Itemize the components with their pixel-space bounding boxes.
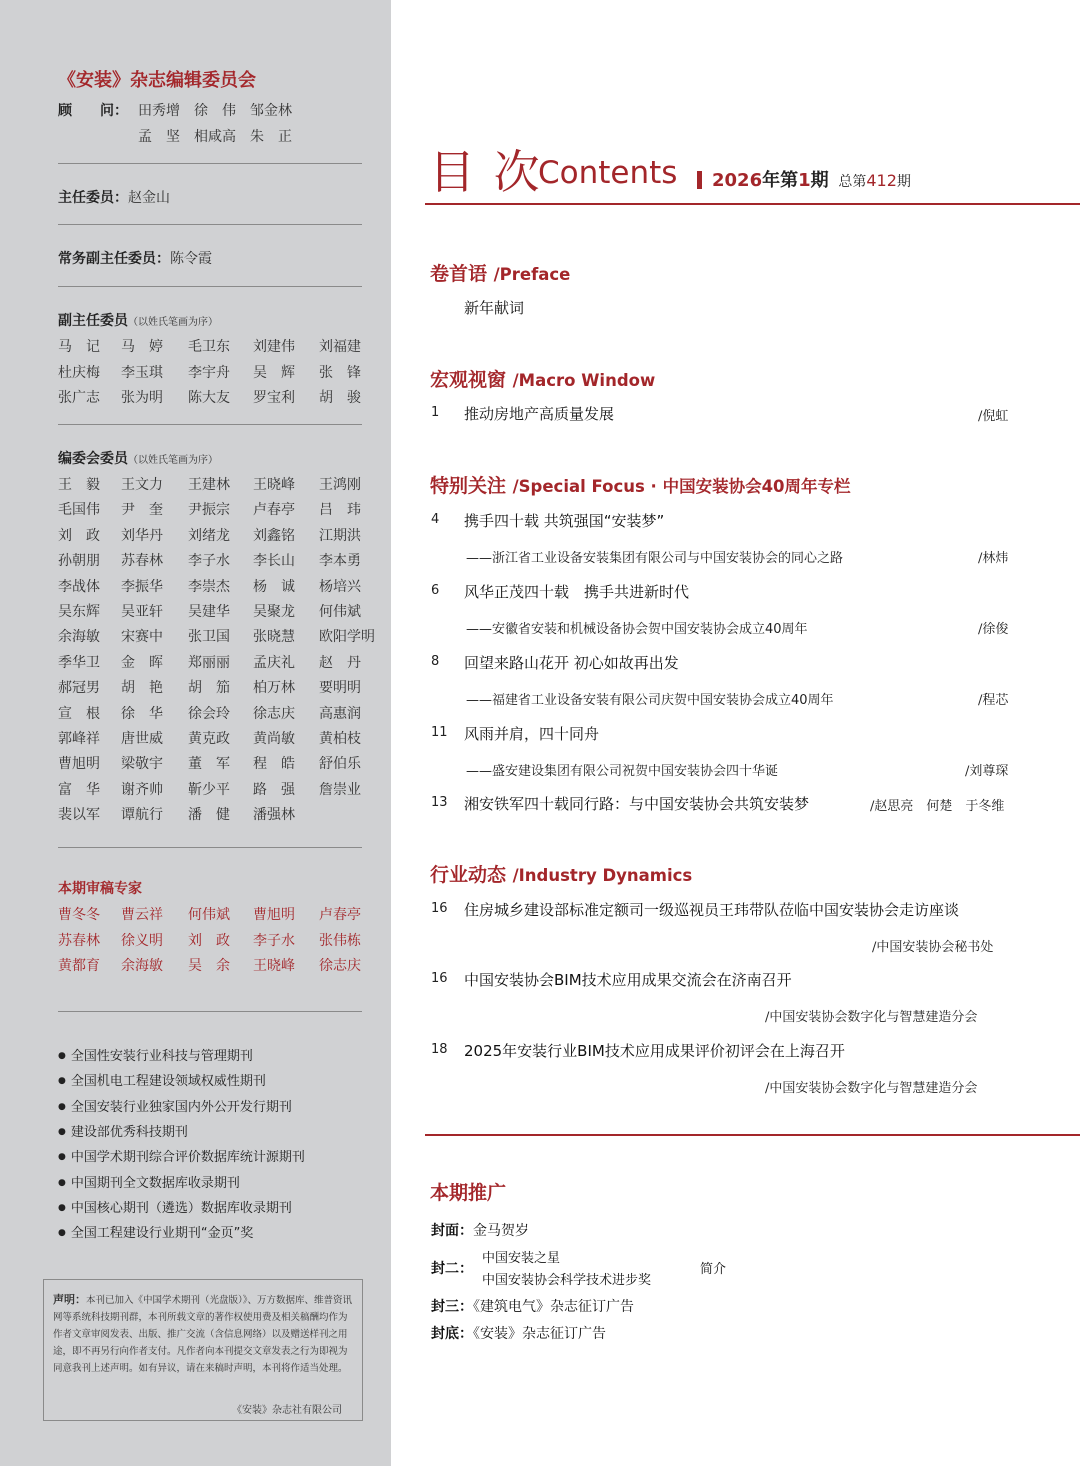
section-macro bbox=[430, 365, 655, 392]
committee-title: 《安装》杂志编辑委员会 bbox=[58, 70, 256, 91]
reviewer-name: 苏春林 bbox=[58, 932, 100, 949]
divider bbox=[58, 286, 362, 287]
reviewer-name: 曹云祥 bbox=[121, 907, 163, 923]
divider bbox=[58, 163, 362, 164]
toc-entry-author: /倪虹 bbox=[978, 409, 1009, 424]
promo-cover2-suffix: 简介 bbox=[700, 1262, 727, 1277]
advisor-label: 顾 问： bbox=[58, 103, 128, 119]
reviewer-name: 李子水 bbox=[253, 932, 295, 949]
toc-entry-page: 11 bbox=[431, 725, 448, 740]
member-name: 舒伯乐 bbox=[319, 756, 361, 773]
director-label: 主任委员： bbox=[58, 190, 128, 206]
members-label: 编委会委员 bbox=[58, 451, 128, 467]
member-name: 毛国伟 bbox=[58, 502, 100, 519]
deputy-name: 马 记 bbox=[58, 339, 100, 355]
promo-label: 封三： bbox=[431, 1299, 473, 1315]
honor-item: ● 中国学术期刊综合评价数据库统计源期刊 bbox=[58, 1146, 305, 1165]
promo-rule bbox=[425, 1134, 1080, 1136]
deputies-heading bbox=[58, 310, 218, 330]
divider bbox=[58, 847, 362, 848]
divider bbox=[58, 424, 362, 425]
notice-text bbox=[53, 1291, 355, 1377]
deputy-name: 李宇舟 bbox=[188, 364, 230, 381]
member-name: 胡 笳 bbox=[188, 680, 230, 697]
reviewer-name: 张伟栋 bbox=[319, 932, 361, 949]
member-name: 詹崇业 bbox=[319, 781, 361, 798]
member-name: 江期洪 bbox=[319, 527, 361, 544]
member-name: 高惠润 bbox=[319, 705, 361, 722]
member-name: 宋赛中 bbox=[121, 629, 163, 646]
toc-entry-page: 13 bbox=[431, 795, 448, 810]
toc-entry-author: /刘尊琛 bbox=[965, 764, 1009, 779]
toc-entry-title[interactable]: 新年献词 bbox=[464, 299, 525, 317]
toc-entry-title[interactable]: 中国安装协会BIM技术应用成果交流会在济南召开 bbox=[464, 971, 792, 989]
section-cn: 宏观视窗 bbox=[430, 369, 507, 391]
reviewer-name: 王晓峰 bbox=[253, 958, 295, 974]
section-preface bbox=[430, 259, 570, 286]
reviewer-name: 余海敏 bbox=[121, 958, 163, 974]
toc-entry-title[interactable]: 2025年安装行业BIM技术应用成果评价初评会在上海召开 bbox=[464, 1042, 845, 1060]
member-name: 胡 艳 bbox=[121, 680, 163, 697]
member-name: 卢春亭 bbox=[253, 502, 295, 519]
toc-entry-title[interactable]: 住房城乡建设部标准定额司一级巡视员王玮带队莅临中国安装协会走访座谈 bbox=[464, 901, 960, 919]
member-name: 李振华 bbox=[121, 578, 163, 595]
section-en: /Preface bbox=[493, 265, 571, 284]
honor-item: ● 全国性安装行业科技与管理期刊 bbox=[58, 1045, 253, 1064]
promo-title: 本期推广 bbox=[430, 1182, 507, 1204]
member-name: 苏春林 bbox=[121, 553, 163, 570]
deputy-name: 马 婷 bbox=[121, 339, 163, 355]
member-name: 董 军 bbox=[188, 756, 230, 773]
toc-entry-subtitle: ——浙江省工业设备安装集团有限公司与中国安装协会的同心之路 bbox=[466, 551, 844, 566]
member-name: 裴以军 bbox=[58, 807, 100, 824]
toc-entry-page: 4 bbox=[431, 512, 440, 527]
member-name: 何伟斌 bbox=[319, 604, 361, 620]
deputy-name: 刘福建 bbox=[319, 339, 361, 355]
director-line bbox=[58, 187, 170, 207]
member-name: 尹振宗 bbox=[188, 502, 230, 519]
member-name: 刘鑫铭 bbox=[253, 527, 295, 544]
toc-entry-page: 18 bbox=[431, 1042, 448, 1057]
member-name: 路 强 bbox=[253, 781, 295, 798]
promo-value: 《安装》杂志征订广告 bbox=[473, 1326, 606, 1342]
toc-entry-author: /中国安装协会秘书处 bbox=[872, 940, 994, 955]
section-special bbox=[430, 471, 851, 498]
member-name: 要明明 bbox=[319, 680, 361, 697]
toc-entry-author: /赵思亮 何楚 于冬维 bbox=[870, 799, 1005, 814]
member-name: 徐会玲 bbox=[188, 705, 230, 722]
issue-info bbox=[712, 166, 911, 192]
order-note: （以姓氏笔画为序） bbox=[128, 317, 218, 328]
notice-signature: 《安装》杂志社有限公司 bbox=[232, 1405, 342, 1416]
reviewer-name: 吴 余 bbox=[188, 958, 230, 974]
member-name: 潘强林 bbox=[253, 807, 295, 824]
promo-label: 封底： bbox=[431, 1326, 473, 1342]
toc-entry-subtitle: ——安徽省安装和机械设备协会贺中国安装协会成立40周年 bbox=[466, 622, 808, 637]
deputy-name: 毛卫东 bbox=[188, 339, 230, 355]
honor-item: ● 中国期刊全文数据库收录期刊 bbox=[58, 1172, 240, 1191]
exec-deputy-line bbox=[58, 248, 212, 268]
member-name: 张卫国 bbox=[188, 629, 230, 646]
member-name: 杨培兴 bbox=[319, 578, 361, 595]
member-name: 李长山 bbox=[253, 553, 295, 570]
member-name: 靳少平 bbox=[188, 781, 230, 798]
notice-label: 声明： bbox=[53, 1293, 86, 1306]
divider bbox=[58, 1011, 362, 1012]
member-name: 郑丽丽 bbox=[188, 654, 230, 671]
exec-deputy-label: 常务副主任委员： bbox=[58, 251, 170, 267]
member-name: 宣 根 bbox=[58, 705, 100, 722]
section-en: /Special Focus · 中国安装协会40周年专栏 bbox=[512, 477, 851, 496]
honor-item: ● 建设部优秀科技期刊 bbox=[58, 1121, 188, 1140]
reviewer-name: 黄都育 bbox=[58, 958, 100, 974]
section-cn: 特别关注 bbox=[430, 475, 507, 497]
member-name: 郭峰祥 bbox=[58, 731, 100, 747]
deputy-name: 陈大友 bbox=[188, 390, 230, 406]
toc-entry-title[interactable]: 风华正茂四十载 携手共进新时代 bbox=[464, 583, 690, 601]
toc-entry-subtitle: ——盛安建设集团有限公司祝贺中国安装协会四十华诞 bbox=[466, 764, 779, 779]
honor-item: ● 全国工程建设行业期刊“金页”奖 bbox=[58, 1222, 253, 1241]
issue-end: 期 bbox=[810, 170, 829, 191]
members-heading bbox=[58, 448, 218, 468]
deputy-name: 张为明 bbox=[121, 390, 163, 406]
promo-cover2-line1: 中国安装之星 bbox=[482, 1251, 561, 1266]
deputy-name: 刘建伟 bbox=[253, 339, 295, 355]
reviewer-name: 曹冬冬 bbox=[58, 907, 100, 923]
member-name: 曹旭明 bbox=[58, 756, 100, 773]
member-name: 吴聚龙 bbox=[253, 604, 295, 620]
toc-entry-title[interactable]: 风雨并肩，四十同舟 bbox=[464, 725, 600, 743]
member-name: 尹 奎 bbox=[121, 502, 163, 519]
toc-entry-title[interactable]: 携手四十载 共筑强国“安装梦” bbox=[464, 512, 665, 530]
section-en: /Macro Window bbox=[512, 371, 656, 390]
reviewer-name: 卢春亭 bbox=[319, 907, 361, 923]
section-cn: 卷首语 bbox=[430, 263, 488, 285]
member-name: 刘绪龙 bbox=[188, 527, 230, 544]
member-name: 杨 诚 bbox=[253, 578, 295, 595]
member-name: 柏万林 bbox=[253, 680, 295, 697]
deputy-name: 胡 骏 bbox=[319, 390, 361, 406]
issue-year: 2026 bbox=[712, 170, 763, 191]
toc-entry-page: 16 bbox=[431, 901, 448, 916]
member-name: 金 晖 bbox=[121, 654, 163, 671]
reviewer-name: 徐志庆 bbox=[319, 958, 361, 974]
promo-cover3 bbox=[431, 1296, 634, 1316]
promo-cover2-label bbox=[431, 1258, 473, 1278]
promo-value: 金马贺岁 bbox=[473, 1223, 529, 1239]
toc-entry-page: 1 bbox=[431, 405, 440, 420]
promo-value: 《建筑电气》杂志征订广告 bbox=[473, 1299, 634, 1315]
promo-label: 封面： bbox=[431, 1223, 473, 1239]
member-name: 欧阳学明 bbox=[319, 629, 375, 646]
section-en: /Industry Dynamics bbox=[512, 866, 693, 885]
member-name: 唐世威 bbox=[121, 731, 163, 747]
member-name: 黄柏枝 bbox=[319, 731, 361, 747]
toc-entry-author: /程芯 bbox=[978, 693, 1009, 708]
title-cn: 目 次 bbox=[429, 145, 542, 199]
member-name: 王建林 bbox=[188, 477, 230, 493]
deputy-name: 张广志 bbox=[58, 390, 100, 406]
toc-entry-subtitle: ——福建省工业设备安装有限公司庆贺中国安装协会成立40周年 bbox=[466, 693, 834, 708]
header-rule bbox=[425, 203, 1080, 205]
member-name: 徐 华 bbox=[121, 705, 163, 722]
issue-no: 1 bbox=[798, 170, 811, 191]
member-name: 王 毅 bbox=[58, 477, 100, 493]
exec-deputy-name: 陈令霞 bbox=[170, 251, 212, 267]
member-name: 李子水 bbox=[188, 553, 230, 570]
toc-entry-author: /徐俊 bbox=[978, 622, 1009, 637]
member-name: 郝冠男 bbox=[58, 680, 100, 697]
member-name: 王鸿刚 bbox=[319, 477, 361, 493]
toc-entry-title[interactable]: 湘安铁军四十载同行路：与中国安装协会共筑安装梦 bbox=[464, 795, 810, 813]
deputy-name: 张 锋 bbox=[319, 364, 361, 381]
member-name: 潘 健 bbox=[188, 807, 230, 824]
toc-entry-author: /林炜 bbox=[978, 551, 1009, 566]
advisors-row-2: 孟 坚 相咸高 朱 正 bbox=[138, 129, 292, 145]
toc-entry-page: 8 bbox=[431, 654, 440, 669]
toc-entry-title[interactable]: 回望来路山花开 初心如故再出发 bbox=[464, 654, 679, 672]
member-name: 黄克政 bbox=[188, 731, 230, 747]
member-name: 孙朝朋 bbox=[58, 553, 100, 570]
member-name: 王文力 bbox=[121, 477, 163, 493]
deputy-name: 罗宝利 bbox=[253, 390, 295, 406]
reviewers-label: 本期审稿专家 bbox=[58, 881, 142, 897]
honor-item: ● 全国机电工程建设领域权威性期刊 bbox=[58, 1070, 266, 1089]
toc-entry-page: 16 bbox=[431, 971, 448, 986]
divider bbox=[58, 224, 362, 225]
member-name: 赵 丹 bbox=[319, 654, 361, 671]
deputies-label: 副主任委员 bbox=[58, 313, 128, 329]
total-no: 412 bbox=[866, 171, 897, 190]
toc-entry-title[interactable]: 推动房地产高质量发展 bbox=[464, 405, 615, 423]
member-name: 吴亚轩 bbox=[121, 604, 163, 620]
toc-entry-author: /中国安装协会数字化与智慧建造分会 bbox=[765, 1081, 978, 1096]
deputy-name: 李玉琪 bbox=[121, 364, 163, 381]
member-name: 谢齐帅 bbox=[121, 781, 163, 798]
order-note: （以姓氏笔画为序） bbox=[128, 455, 218, 466]
member-name: 吴东辉 bbox=[58, 604, 100, 620]
toc-entry-page: 6 bbox=[431, 583, 440, 598]
member-name: 张晓慧 bbox=[253, 629, 295, 646]
reviewer-name: 刘 政 bbox=[188, 932, 230, 949]
member-name: 吴建华 bbox=[188, 604, 230, 620]
member-name: 谭航行 bbox=[121, 807, 163, 824]
member-name: 李战体 bbox=[58, 578, 100, 595]
notice-body: 本刊已加入《中国学术期刊（光盘版）》、万方数据库、维普资讯网等系统科技期刊群，本刊所载文章的著作权使用费及相关稿酬均作为作者文章审阅发表、出版、推广交流（含信息网络）以及赠送样刊之用途，即不再另行向作者支付。凡作者向本刊提交文章发表之行为即视为同意我刊上述声明。如有异议，请在来稿时声明，本刊将作适当处理。 bbox=[53, 1295, 353, 1374]
reviewer-name: 徐义明 bbox=[121, 932, 163, 949]
member-name: 余海敏 bbox=[58, 629, 100, 646]
section-cn: 行业动态 bbox=[430, 864, 507, 886]
member-name: 孟庆礼 bbox=[253, 654, 295, 671]
member-name: 季华卫 bbox=[58, 654, 100, 671]
member-name: 程 皓 bbox=[253, 756, 295, 773]
section-industry bbox=[430, 860, 692, 887]
total-pre: 总第 bbox=[838, 174, 867, 190]
member-name: 富 华 bbox=[58, 781, 100, 798]
promo-label: 封二： bbox=[431, 1261, 473, 1277]
member-name: 李本勇 bbox=[319, 553, 361, 570]
reviewer-name: 何伟斌 bbox=[188, 907, 230, 923]
member-name: 刘华丹 bbox=[121, 527, 163, 544]
promo-cover2-line2: 中国安装协会科学技术进步奖 bbox=[482, 1273, 652, 1288]
member-name: 徐志庆 bbox=[253, 705, 295, 722]
member-name: 李崇杰 bbox=[188, 578, 230, 595]
honor-item: ● 全国安装行业独家国内外公开发行期刊 bbox=[58, 1096, 292, 1115]
honor-item: ● 中国核心期刊（遴选）数据库收录期刊 bbox=[58, 1197, 292, 1216]
promo-back bbox=[431, 1323, 606, 1343]
toc-entry-author: /中国安装协会数字化与智慧建造分会 bbox=[765, 1010, 978, 1025]
deputy-name: 吴 辉 bbox=[253, 364, 295, 381]
issue-marker bbox=[697, 171, 702, 189]
reviewer-name: 曹旭明 bbox=[253, 907, 295, 923]
director-name: 赵金山 bbox=[128, 190, 170, 206]
total-end: 期 bbox=[896, 174, 911, 190]
member-name: 黄尚敏 bbox=[253, 731, 295, 747]
issue-mid: 年第 bbox=[762, 170, 799, 191]
member-name: 刘 政 bbox=[58, 527, 100, 544]
member-name: 王晓峰 bbox=[253, 477, 295, 493]
member-name: 吕 玮 bbox=[319, 502, 361, 519]
deputy-name: 杜庆梅 bbox=[58, 364, 100, 381]
title-en: Contents bbox=[538, 155, 678, 191]
promo-cover bbox=[431, 1220, 529, 1240]
advisors-row-1: 田秀增 徐 伟 邹金林 bbox=[138, 103, 292, 119]
member-name: 梁敬宇 bbox=[121, 756, 163, 773]
